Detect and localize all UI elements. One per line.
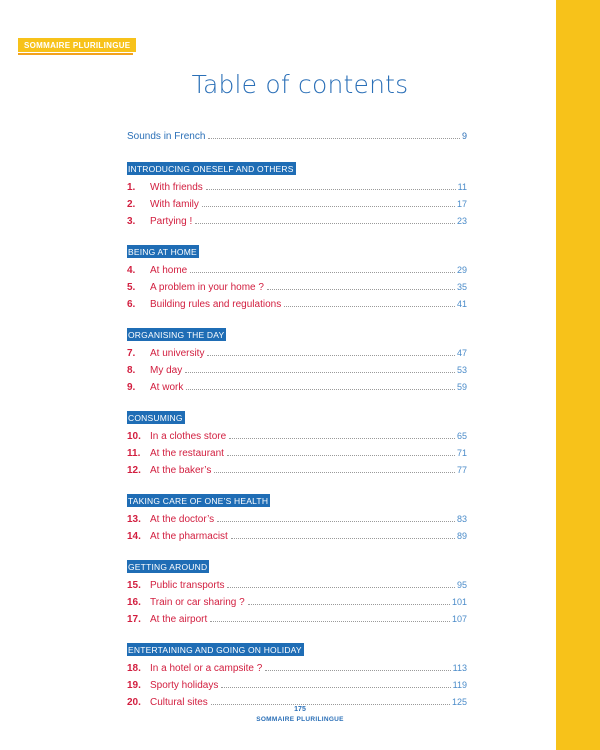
- section-heading: CONSUMING: [128, 413, 183, 423]
- toc-entry-number: 9.: [127, 382, 136, 393]
- toc-entry[interactable]: [127, 362, 467, 379]
- toc-entry-page: 101: [451, 597, 467, 607]
- toc-entry-number: 6.: [127, 299, 136, 310]
- toc-section: [127, 408, 467, 479]
- toc-entry-number: 4.: [127, 265, 136, 276]
- toc-entry[interactable]: [127, 428, 467, 445]
- page-title: Table of contents: [191, 70, 409, 99]
- toc-entry[interactable]: [127, 379, 467, 396]
- toc-entry-label: At the baker’s: [150, 465, 212, 476]
- dot-leader: [227, 454, 455, 456]
- toc-entry-page: 83: [456, 514, 467, 524]
- toc-entry-label: Train or car sharing ?: [150, 597, 245, 608]
- dot-leader: [227, 586, 455, 588]
- toc-entry-label: Partying !: [150, 216, 193, 227]
- footer-page-number: 175: [294, 706, 306, 713]
- toc-entry-label: At university: [150, 348, 205, 359]
- section-heading: BEING AT HOME: [128, 247, 197, 257]
- toc-entry-page: 41: [456, 299, 467, 309]
- toc-entry-number: 8.: [127, 365, 136, 376]
- toc-intro-entry[interactable]: [127, 128, 467, 145]
- toc-entry-page: 71: [456, 448, 467, 458]
- toc-entry-number: 16.: [127, 597, 141, 608]
- toc-section: [127, 491, 467, 545]
- toc-entry-number: 14.: [127, 531, 141, 542]
- toc-entry-label: Cultural sites: [150, 697, 208, 708]
- dot-leader: [267, 288, 455, 290]
- toc-entry-number: 12.: [127, 465, 141, 476]
- toc-entry-label: In a hotel or a campsite ?: [150, 663, 263, 674]
- toc-entry-page: 77: [456, 465, 467, 475]
- toc-entry-label: At the doctor’s: [150, 514, 215, 525]
- dot-leader: [208, 137, 460, 139]
- toc-entry-page: 107: [451, 614, 467, 624]
- toc-entry-number: 3.: [127, 216, 136, 227]
- dot-leader: [186, 388, 455, 390]
- toc-entry-number: 20.: [127, 697, 141, 708]
- toc-entry[interactable]: [127, 660, 467, 677]
- toc-section: [127, 325, 467, 396]
- toc-entry-label: Sounds in French: [127, 131, 206, 142]
- footer-title: SOMMAIRE PLURILINGUE: [256, 716, 344, 723]
- toc-entry-number: 7.: [127, 348, 136, 359]
- dot-leader: [217, 520, 455, 522]
- dot-leader: [210, 620, 450, 622]
- toc-entry-label: At the pharmacist: [150, 531, 228, 542]
- toc-entry[interactable]: [127, 462, 467, 479]
- toc-entry-label: Public transports: [150, 580, 225, 591]
- dot-leader: [221, 686, 450, 688]
- toc-entry-label: With friends: [150, 182, 203, 193]
- toc-entry-page: 35: [456, 282, 467, 292]
- toc-entry[interactable]: [127, 594, 467, 611]
- toc-entry-label: At work: [150, 382, 184, 393]
- toc-entry[interactable]: [127, 213, 467, 230]
- toc-entry-page: 11: [457, 182, 467, 192]
- dot-leader: [207, 354, 455, 356]
- toc-entry[interactable]: [127, 196, 467, 213]
- toc-entry-number: 15.: [127, 580, 141, 591]
- section-tag: SOMMAIRE PLURILINGUE: [18, 38, 136, 52]
- dot-leader: [231, 537, 455, 539]
- toc-entry-label: Building rules and regulations: [150, 299, 282, 310]
- toc-entry-page: 59: [456, 382, 467, 392]
- toc-entry[interactable]: [127, 262, 467, 279]
- dot-leader: [190, 271, 455, 273]
- dot-leader: [211, 703, 450, 705]
- toc-entry-page: 9: [461, 131, 467, 141]
- toc-entry-number: 11.: [127, 448, 141, 459]
- dot-leader: [185, 371, 455, 373]
- toc-entry-number: 13.: [127, 514, 141, 525]
- toc-entry-label: At the restaurant: [150, 448, 224, 459]
- toc-section: [127, 242, 467, 313]
- toc-entry[interactable]: [127, 677, 467, 694]
- toc-section: [127, 557, 467, 628]
- dot-leader: [214, 471, 455, 473]
- toc-section: [127, 159, 467, 230]
- side-color-stripe: [556, 0, 600, 750]
- toc-entry[interactable]: [127, 345, 467, 362]
- toc-entry-page: 53: [456, 365, 467, 375]
- section-heading: GETTING AROUND: [128, 562, 208, 572]
- toc-entry[interactable]: [127, 279, 467, 296]
- toc-entry-number: 17.: [127, 614, 141, 625]
- section-heading: INTRODUCING ONESELF AND OTHERS: [128, 164, 294, 174]
- toc-entry-page: 119: [452, 680, 467, 690]
- toc-section: [127, 640, 467, 711]
- toc-entry-label: In a clothes store: [150, 431, 227, 442]
- dot-leader: [195, 222, 455, 224]
- toc-entry[interactable]: [127, 528, 467, 545]
- section-heading: TAKING CARE OF ONE’S HEALTH: [128, 496, 269, 506]
- toc-entry[interactable]: [127, 445, 467, 462]
- toc-entry-label: Sporty holidays: [150, 680, 219, 691]
- dot-leader: [284, 305, 455, 307]
- toc-entry-label: A problem in your home ?: [150, 282, 264, 293]
- toc-entry-label: With family: [150, 199, 199, 210]
- toc-entry[interactable]: [127, 296, 467, 313]
- toc-entry-label: My day: [150, 365, 183, 376]
- toc-entry-page: 113: [452, 663, 467, 673]
- toc-entry-page: 23: [456, 216, 467, 226]
- toc-entry-page: 65: [456, 431, 467, 441]
- tag-underline: [18, 53, 133, 55]
- toc-entry-page: 17: [456, 199, 467, 209]
- toc-entry-page: 47: [456, 348, 467, 358]
- dot-leader: [202, 205, 455, 207]
- toc-entry-number: 5.: [127, 282, 136, 293]
- toc-entry-label: At the airport: [150, 614, 208, 625]
- toc-entry[interactable]: [127, 511, 467, 528]
- table-of-contents: [127, 128, 467, 723]
- toc-entry-number: 2.: [127, 199, 136, 210]
- dot-leader: [229, 437, 455, 439]
- toc-entry[interactable]: [127, 179, 467, 196]
- toc-entry-label: At home: [150, 265, 188, 276]
- toc-entry-number: 10.: [127, 431, 141, 442]
- dot-leader: [206, 188, 456, 190]
- section-heading: ENTERTAINING AND GOING ON HOLIDAY: [128, 645, 302, 655]
- toc-entry-page: 89: [456, 531, 467, 541]
- toc-entry-number: 18.: [127, 663, 141, 674]
- dot-leader: [265, 669, 450, 671]
- toc-entry[interactable]: [127, 577, 467, 594]
- toc-sections: [127, 159, 467, 711]
- toc-entry-number: 1.: [127, 182, 136, 193]
- section-heading: ORGANISING THE DAY: [128, 330, 225, 340]
- toc-entry-page: 125: [451, 697, 467, 707]
- toc-entry-number: 19.: [127, 680, 141, 691]
- toc-entry[interactable]: [127, 611, 467, 628]
- toc-entry-page: 95: [456, 580, 467, 590]
- dot-leader: [248, 603, 450, 605]
- toc-entry-page: 29: [456, 265, 467, 275]
